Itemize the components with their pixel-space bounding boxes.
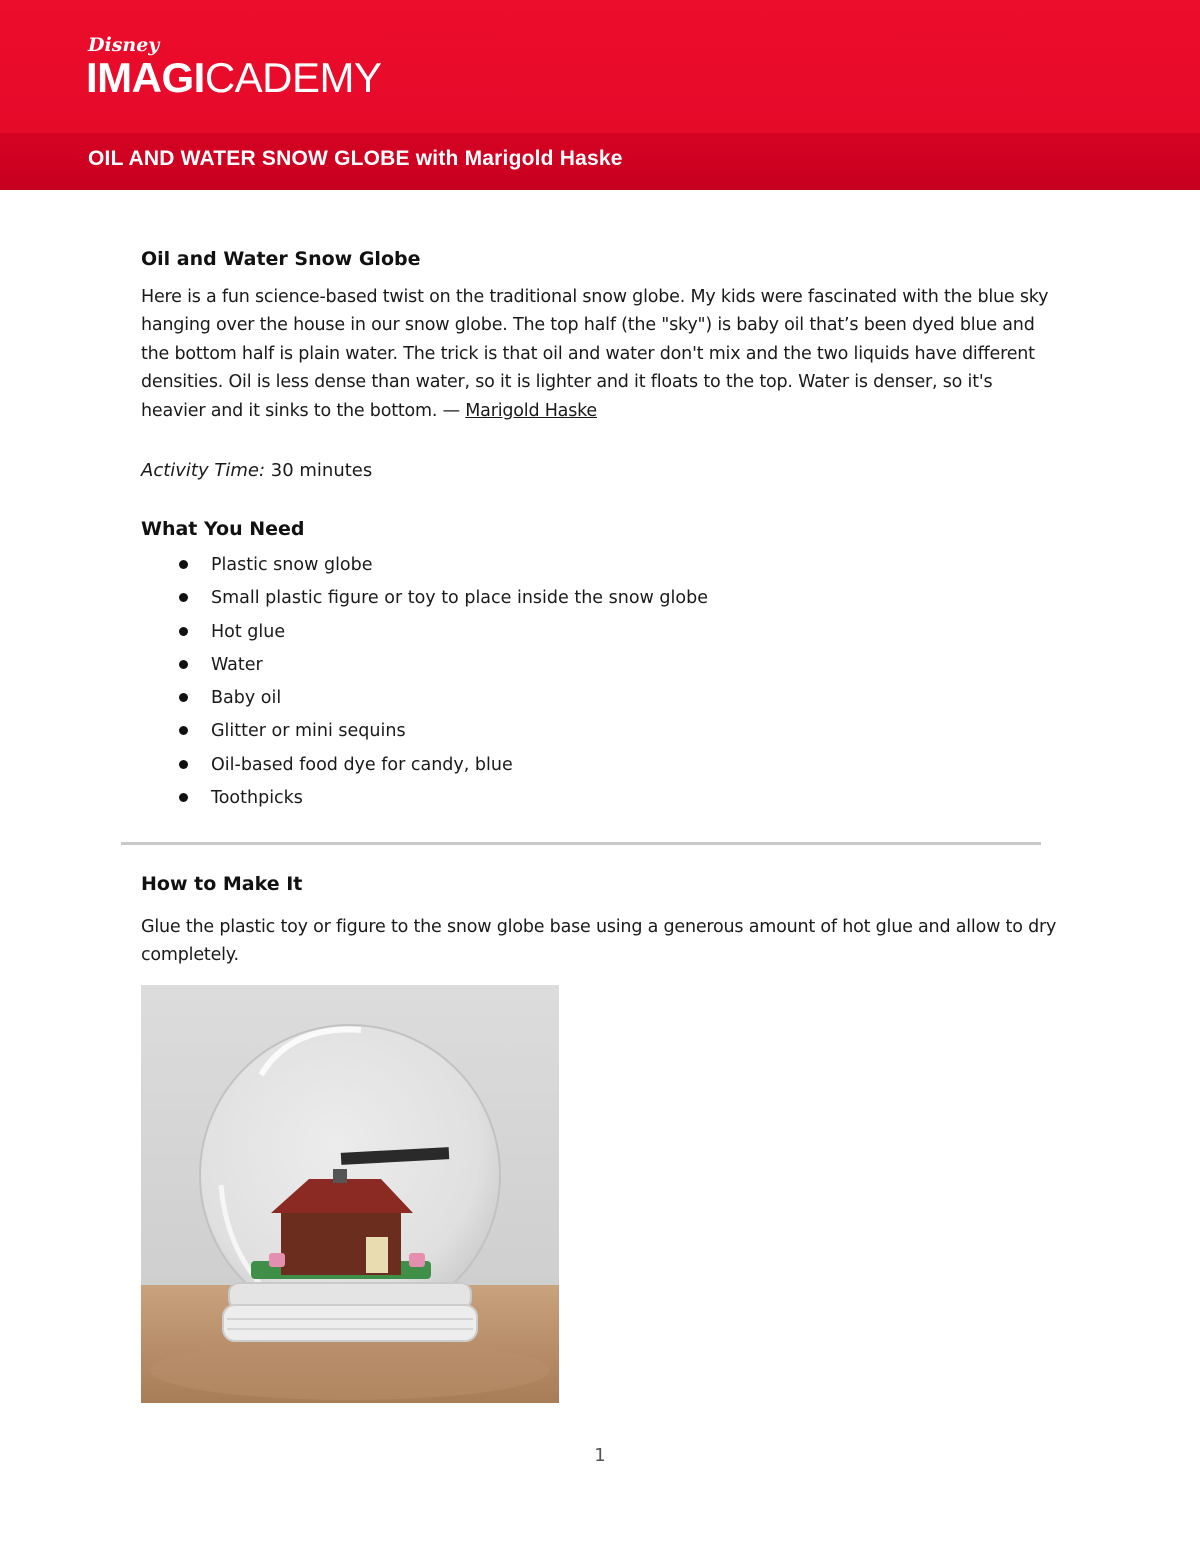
- list-item: [141, 652, 708, 685]
- list-item: [141, 552, 708, 585]
- document-title: OIL AND WATER SNOW GLOBE with Marigold Haske: [88, 147, 623, 170]
- activity-time-value: 30 minutes: [270, 460, 373, 481]
- how-heading: How to Make It: [141, 873, 303, 895]
- list-item: [141, 619, 708, 652]
- list-item: [141, 585, 708, 618]
- bullet-icon: [179, 560, 188, 569]
- header-banner: [0, 0, 1200, 190]
- activity-time: [141, 460, 372, 481]
- snow-globe-photo: [141, 985, 559, 1403]
- needs-list: [141, 552, 708, 818]
- section-divider: [121, 842, 1041, 845]
- bullet-icon: [179, 760, 188, 769]
- bullet-icon: [179, 793, 188, 802]
- intro-paragraph: [141, 283, 1056, 425]
- bullet-icon: [179, 627, 188, 636]
- list-item: [141, 752, 708, 785]
- activity-time-label: Activity Time:: [141, 460, 266, 481]
- bullet-icon: [179, 660, 188, 669]
- bullet-icon: [179, 693, 188, 702]
- bullet-icon: [179, 593, 188, 602]
- bullet-icon: [179, 726, 188, 735]
- list-item-text: Toothpicks: [211, 788, 303, 809]
- list-item-text: Glitter or mini sequins: [211, 721, 406, 742]
- list-item-text: Oil-based food dye for candy, blue: [211, 754, 513, 775]
- logo-regular-part: CADEMY: [204, 54, 382, 101]
- logo-bold-part: IMAGI: [86, 54, 205, 101]
- list-item-text: Small plastic figure or toy to place inside the snow globe: [211, 588, 708, 609]
- logo-disney-text: Disney: [88, 34, 160, 56]
- intro-heading: Oil and Water Snow Globe: [141, 248, 421, 270]
- list-item-text: Baby oil: [211, 688, 282, 709]
- list-item-text: Plastic snow globe: [211, 555, 373, 575]
- list-item: [141, 718, 708, 751]
- how-paragraph: Glue the plastic toy or figure to the snow globe base using a generous amount of hot glue and allow to dry completely.: [141, 917, 1057, 966]
- logo-wordmark: [86, 54, 382, 102]
- page-number: 1: [594, 1445, 606, 1466]
- needs-heading: What You Need: [141, 518, 305, 540]
- list-item: [141, 685, 708, 718]
- snow-globe-illustration: [141, 985, 559, 1403]
- list-item: [141, 785, 708, 818]
- list-item-text: Hot glue: [211, 621, 286, 642]
- list-item-text: Water: [211, 654, 263, 675]
- intro-text: Here is a fun science-based twist on the traditional snow globe. My kids were fascinated with the blue sky hanging over the house in our snow globe. The top half (the "sky") is baby oil that’s been dyed blue and the bottom half is plain water. The trick is that oil and water don't mix and the two liquids have different densities. Oil is less dense than water, so it is lighter and it floats to the top. Water is denser, so it's heavier and it sinks to the bottom. —: [141, 287, 1049, 421]
- author-link[interactable]: Marigold Haske: [465, 400, 597, 421]
